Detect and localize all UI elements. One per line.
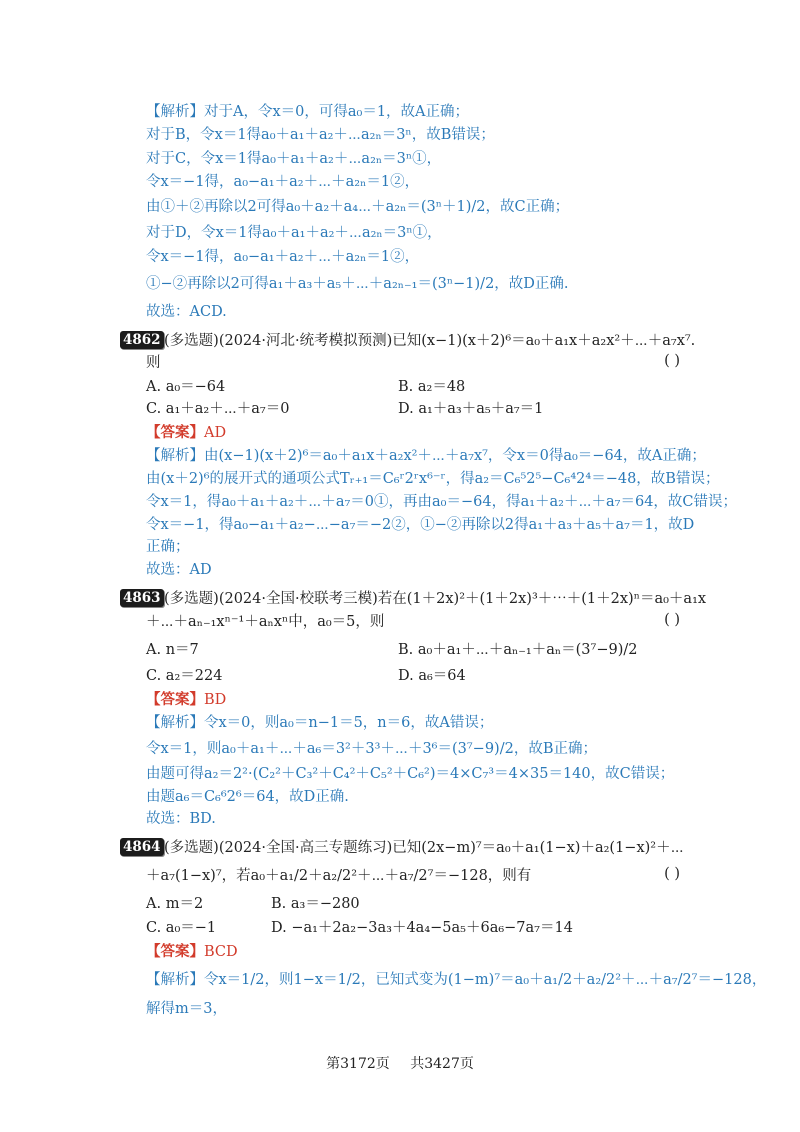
explanation-line: 故选：BD.	[146, 811, 216, 827]
answer-line	[146, 942, 238, 962]
option-c: C. a₀＝−1	[146, 920, 217, 936]
question-stem: ＋⋯＋aₙ₋₁xⁿ⁻¹＋aₙxⁿ中，a₀＝5，则	[146, 614, 385, 630]
option-a: A. n＝7	[146, 642, 199, 658]
option-d: D. −a₁＋2a₂−3a₃＋4a₄−5a₅＋6a₆−7a₇＝14	[271, 920, 573, 936]
answer-value: BCD	[204, 944, 238, 960]
option-b: B. a₃＝−280	[271, 896, 360, 912]
question-number: 4864	[120, 838, 164, 856]
answer-blank: ( )	[664, 612, 680, 628]
answer-blank: ( )	[664, 353, 680, 369]
explanation-line: 令x＝1，得a₀＋a₁＋a₂＋⋯＋a₇＝0①，再由a₀＝−64，得a₁＋a₂＋⋯＋a₇＝64，故C错误；	[146, 494, 738, 510]
question-stem: (多选题)(2024·全国·校联考三模)若在(1＋2x)²＋(1＋2x)³＋⋯＋(1＋2x)ⁿ＝a₀＋a₁x	[164, 591, 707, 607]
question-number: 4862	[120, 331, 164, 349]
question-stem: (多选题)(2024·全国·高三专题练习)已知(2x−m)⁷＝a₀＋a₁(1−x)＋a₂(1−x)²＋⋯	[164, 840, 684, 856]
question-stem: 则	[146, 355, 161, 371]
option-c: C. a₁＋a₂＋⋯＋a₇＝0	[146, 401, 290, 417]
option-d: D. a₆＝64	[398, 668, 466, 684]
option-b: B. a₀＋a₁＋⋯＋aₙ₋₁＋aₙ＝(3⁷−9)/2	[398, 642, 638, 658]
explanation-line: 由①＋②再除以2可得a₀＋a₂＋a₄⋯＋a₂ₙ＝(3ⁿ＋1)/2，故C正确；	[146, 199, 570, 215]
explanation-line: 由题a₆＝C₆⁶2⁶＝64，故D正确.	[146, 789, 349, 805]
option-c: C. a₂＝224	[146, 668, 223, 684]
answer-value: BD	[204, 692, 227, 708]
explanation-line: 故选：AD	[146, 562, 212, 578]
explanation-line: 故选：ACD.	[146, 304, 227, 320]
answer-tag: 【答案】	[146, 424, 204, 441]
answer-tag: 【答案】	[146, 943, 204, 960]
option-d: D. a₁＋a₃＋a₅＋a₇＝1	[398, 401, 544, 417]
explanation-line: 【解析】对于A，令x＝0，可得a₀＝1，故A正确；	[146, 104, 470, 120]
question-stem: (多选题)(2024·河北·统考模拟预测)已知(x−1)(x＋2)⁶＝a₀＋a₁x＋a₂x²＋⋯＋a₇x⁷.	[164, 333, 696, 349]
explanation-line: 对于C，令x＝1得a₀＋a₁＋a₂＋⋯a₂ₙ＝3ⁿ①，	[146, 151, 442, 167]
answer-line	[146, 423, 226, 443]
explanation-line: 由题可得a₂＝2²·(C₂²＋C₃²＋C₄²＋C₅²＋C₆²)＝4×C₇³＝4×35＝140，故C错误；	[146, 766, 675, 782]
page-total: 共3427页	[410, 1056, 474, 1072]
explanation-line: 【解析】由(x−1)(x＋2)⁶＝a₀＋a₁x＋a₂x²＋⋯＋a₇x⁷，令x＝0得a₀＝−64，故A正确；	[146, 448, 706, 464]
explanation-line: 【解析】令x＝0，则a₀＝n−1＝5，n＝6，故A错误；	[146, 715, 494, 731]
explanation-line: 对于D，令x＝1得a₀＋a₁＋a₂＋⋯a₂ₙ＝3ⁿ①，	[146, 225, 442, 241]
answer-value: AD	[204, 425, 227, 441]
explanation-line: 令x＝−1得，a₀−a₁＋a₂＋⋯＋a₂ₙ＝1②，	[146, 174, 420, 190]
option-a: A. m＝2	[146, 896, 204, 912]
question-stem: ＋a₇(1−x)⁷，若a₀＋a₁/2＋a₂/2²＋⋯＋a₇/2⁷＝−128，则有	[146, 868, 532, 884]
answer-tag: 【答案】	[146, 691, 204, 708]
option-b: B. a₂＝48	[398, 379, 466, 395]
explanation-line: 令x＝−1，得a₀−a₁＋a₂−⋯−a₇＝−2②，①−②再除以2得a₁＋a₃＋a₅＋a₇＝1，故D	[146, 517, 695, 533]
question-number: 4863	[120, 589, 164, 607]
explanation-line: ①−②再除以2可得a₁＋a₃＋a₅＋⋯＋a₂ₙ₋₁＝(3ⁿ−1)/2，故D正确.	[146, 276, 569, 292]
explanation-line: 令x＝1，则a₀＋a₁＋⋯＋a₆＝3²＋3³＋⋯＋3⁶＝(3⁷−9)/2，故B正确；	[146, 741, 597, 757]
answer-line	[146, 690, 226, 710]
explanation-line: 由(x＋2)⁶的展开式的通项公式Tᵣ₊₁＝C₆ʳ2ʳx⁶⁻ʳ，得a₂＝C₆⁵2⁵−C₆⁴2⁴＝−48，故B错误；	[146, 471, 720, 487]
page-footer	[0, 1053, 800, 1073]
explanation-line: 正确；	[146, 539, 190, 555]
explanation-line: 对于B，令x＝1得a₀＋a₁＋a₂＋⋯a₂ₙ＝3ⁿ，故B错误；	[146, 127, 495, 143]
option-a: A. a₀＝−64	[146, 379, 226, 395]
explanation-line: 解得m＝3，	[146, 1001, 227, 1017]
explanation-line: 【解析】令x＝1/2，则1−x＝1/2，已知式变为(1−m)⁷＝a₀＋a₁/2＋a₂/2²＋⋯＋a₇/2⁷＝−128，	[146, 972, 767, 988]
explanation-line: 令x＝−1得，a₀−a₁＋a₂＋⋯＋a₂ₙ＝1②，	[146, 249, 420, 265]
page-number: 第3172页	[326, 1056, 390, 1072]
answer-blank: ( )	[664, 866, 680, 882]
